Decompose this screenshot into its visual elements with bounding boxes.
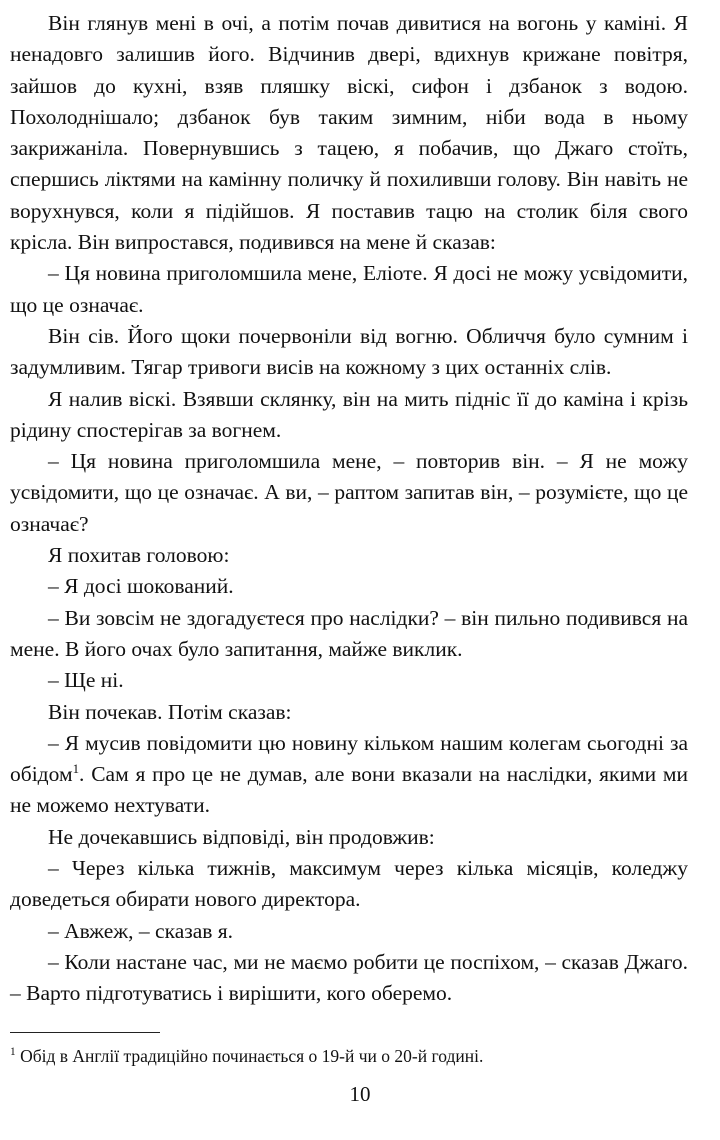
- paragraph: – Авжеж, – сказав я.: [48, 918, 234, 943]
- paragraph-text: . Сам я про це не думав, але вони вказали на наслідки, якими ми не можемо нехтувати.: [10, 762, 688, 818]
- paragraph-with-footnote-ref: [10, 728, 688, 822]
- paragraph: – Ця новина приголомшила мене, – повторив він. – Я не можу усвідомити, що це означає. А ви, – раптом запитав він, – розумієте, що це означає?: [10, 449, 688, 536]
- footnote-text: Обід в Англії традиційно починається о 19-й чи о 20-й годині.: [15, 1045, 484, 1066]
- paragraph: – Ще ні.: [48, 668, 124, 693]
- paragraph: Він сів. Його щоки почервоніли від вогню. Обличчя було сумним і задумливим. Тягар тривоги висів на кожному з цих останніх слів.: [10, 323, 688, 380]
- paragraph: Я похитав головою:: [48, 543, 230, 568]
- body-text: [10, 8, 688, 1010]
- footnote-marker: 1: [10, 1045, 16, 1058]
- paragraph: Він почекав. Потім сказав:: [48, 699, 292, 724]
- paragraph: – Ви зовсім не здогадуєтеся про наслідки? – він пильно подивився на мене. В його очах було запитання, майже виклик.: [10, 605, 688, 661]
- paragraph-text: – Я мусив повідомити цю новину кільком нашим колегам сьогодні за обідом: [10, 730, 688, 787]
- footnote-divider: [10, 1032, 160, 1033]
- footnote-reference[interactable]: 1: [72, 761, 80, 776]
- paragraph: – Я досі шокований.: [48, 574, 234, 599]
- paragraph: Не дочекавшись відповіді, він продовжив:: [48, 824, 435, 849]
- page-number: 10: [349, 1082, 371, 1106]
- paragraph: Він глянув мені в очі, а потім почав дивитися на вогонь у каміні. Я ненадовго залишив його. Відчинив двері, вдихнув крижане повітря, зайшов до кухні, взяв пляшку віскі, сифон і дзбанок з водою. Похолоднішало; дзбанок був таким зимним, ніби вода в ньому закрижаніла. Повернувшись з тацею, я побачив, що Джаго стоїть, спершись ліктями на камінну поличку й похиливши голову. Він навіть не ворухнувся, коли я підійшов. Я поставив тацю на столик біля свого крісла. Він випростався, подивився на мене й сказав:: [10, 11, 688, 255]
- paragraph: – Через кілька тижнів, максимум через кілька місяців, коледжу доведеться обирати нового директора.: [10, 856, 688, 912]
- footnote: [10, 1045, 688, 1067]
- paragraph: – Ця новина приголомшила мене, Еліоте. Я досі не можу усвідомити, що це означає.: [10, 261, 688, 317]
- paragraph: Я налив віскі. Взявши склянку, він на мить підніс її до каміна і крізь рідину спостерігав за вогнем.: [10, 386, 688, 442]
- paragraph: – Коли настане час, ми не маємо робити це поспіхом, – сказав Джаго. – Варто підготуватись і вирішити, кого оберемо.: [10, 949, 688, 1006]
